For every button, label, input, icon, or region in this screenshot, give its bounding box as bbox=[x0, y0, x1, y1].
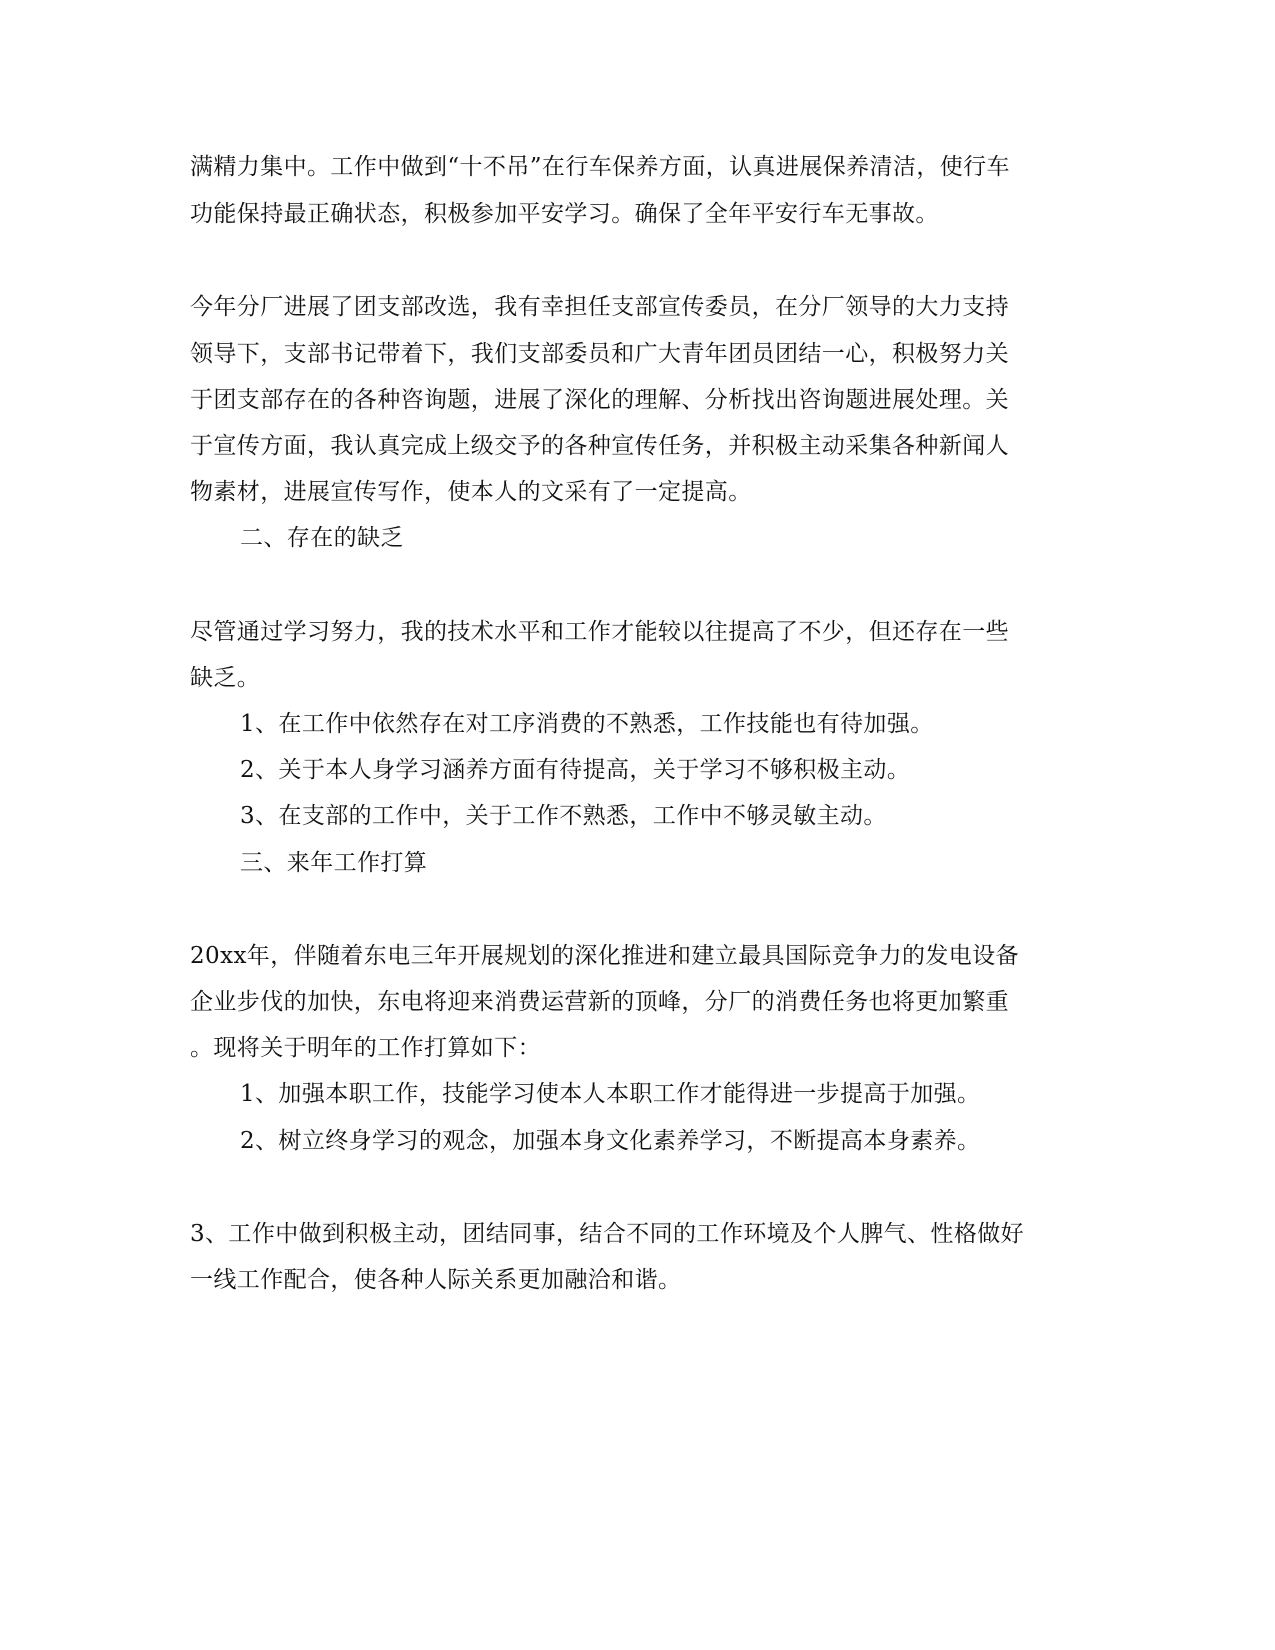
list-item: 2、关于本人身学习涵养方面有待提高，关于学习不够积极主动。 bbox=[240, 757, 911, 783]
paragraph-line: 3、工作中做到积极主动，团结同事，结合不同的工作环境及个人脾气、性格做好 bbox=[190, 1221, 1025, 1247]
list-item: 1、在工作中依然存在对工序消费的不熟悉，工作技能也有待加强。 bbox=[240, 711, 934, 737]
paragraph-line: 。现将关于明年的工作打算如下： bbox=[190, 1035, 541, 1061]
paragraph-line: 领导下，支部书记带着下，我们支部委员和广大青年团员团结一心，积极努力关 bbox=[190, 341, 1009, 367]
list-item: 1、加强本职工作，技能学习使本人本职工作才能得进一步提高于加强。 bbox=[240, 1081, 981, 1107]
paragraph-line: 于宣传方面，我认真完成上级交予的各种宣传任务，并积极主动采集各种新闻人 bbox=[190, 433, 1009, 459]
paragraph-line: 满精力集中。工作中做到“十不吊”在行车保养方面，认真进展保养清洁，使行车 bbox=[190, 154, 1010, 180]
paragraph-line: 一线工作配合，使各种人际关系更加融洽和谐。 bbox=[190, 1267, 682, 1293]
paragraph-line: 物素材，进展宣传写作，使本人的文采有了一定提高。 bbox=[190, 479, 752, 505]
paragraph-line: 缺乏。 bbox=[190, 665, 261, 691]
paragraph-line: 于团支部存在的各种咨询题，进展了深化的理解、分析找出咨询题进展处理。关 bbox=[190, 387, 1009, 413]
paragraph-line: 尽管通过学习努力，我的技术水平和工作才能较以往提高了不少，但还存在一些 bbox=[190, 619, 1009, 645]
section-heading: 三、来年工作打算 bbox=[240, 850, 428, 876]
paragraph-line: 20xx年，伴随着东电三年开展规划的深化推进和建立最具国际竞争力的发电设备 bbox=[190, 943, 1020, 969]
paragraph-line: 企业步伐的加快，东电将迎来消费运营新的顶峰，分厂的消费任务也将更加繁重 bbox=[190, 989, 1009, 1015]
paragraph-line: 今年分厂进展了团支部改选，我有幸担任支部宣传委员，在分厂领导的大力支持 bbox=[190, 294, 1009, 320]
list-item: 3、在支部的工作中，关于工作不熟悉，工作中不够灵敏主动。 bbox=[240, 803, 887, 829]
paragraph-line: 功能保持最正确状态，积极参加平安学习。确保了全年平安行车无事故。 bbox=[190, 201, 939, 227]
section-heading: 二、存在的缺乏 bbox=[240, 525, 404, 551]
list-item: 2、树立终身学习的观念，加强本身文化素养学习，不断提高本身素养。 bbox=[240, 1128, 981, 1154]
